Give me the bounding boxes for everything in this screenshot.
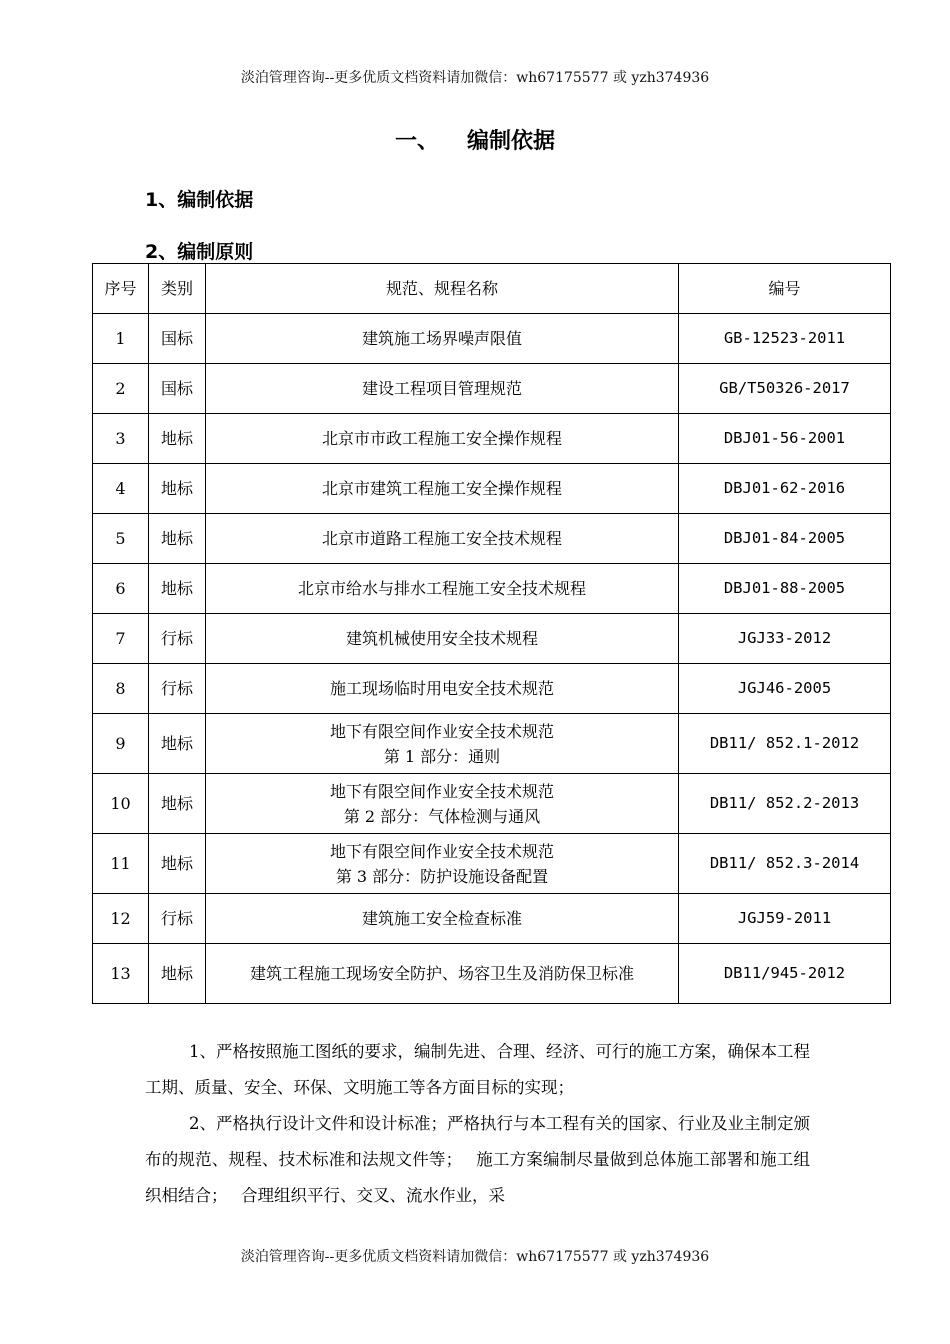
header-no: 序号 xyxy=(93,264,149,314)
cell-code: JGJ59-2011 xyxy=(679,894,891,944)
cell-name xyxy=(206,834,679,894)
cell-type: 地标 xyxy=(149,714,206,774)
cell-name xyxy=(206,314,679,364)
cell-code: JGJ33-2012 xyxy=(679,614,891,664)
cell-name xyxy=(206,894,679,944)
chapter-title xyxy=(0,124,950,155)
header-type: 类别 xyxy=(149,264,206,314)
cell-name xyxy=(206,414,679,464)
cell-code: DBJ01-84-2005 xyxy=(679,514,891,564)
cell-no: 8 xyxy=(93,664,149,714)
cell-no: 9 xyxy=(93,714,149,774)
cell-type: 地标 xyxy=(149,514,206,564)
paragraph: 2、严格执行设计文件和设计标准；严格执行与本工程有关的国家、行业及业主制定颁布的规范、规程、技术标准和法规文件等； 施工方案编制尽量做到总体施工部署和施工组织相结合； 合理组织平行、交叉、流水作业，采 xyxy=(145,1114,810,1205)
cell-name-line: 建筑工程施工现场安全防护、场容卫生及消防保卫标准 xyxy=(249,964,634,983)
cell-no: 1 xyxy=(93,314,149,364)
cell-code: DBJ01-56-2001 xyxy=(679,414,891,464)
cell-code: DB11/ 852.2-2013 xyxy=(679,774,891,834)
cell-code: GB-12523-2011 xyxy=(679,314,891,364)
cell-no: 7 xyxy=(93,614,149,664)
table-body xyxy=(93,314,891,1004)
cell-name xyxy=(206,564,679,614)
cell-name-line: 地下有限空间作业安全技术规范 xyxy=(329,781,554,801)
page-header: 淡泊管理咨询--更多优质文档资料请加微信：wh67175577 或 yzh374936 xyxy=(240,70,710,86)
cell-type: 地标 xyxy=(149,564,206,614)
table-row xyxy=(93,464,891,514)
chapter-title-text: 编制依据 xyxy=(467,129,556,154)
cell-name-line: 建筑施工安全检查标准 xyxy=(361,909,522,928)
cell-code: DB11/945-2012 xyxy=(679,944,891,1004)
cell-type: 地标 xyxy=(149,834,206,894)
header-name: 规范、规程名称 xyxy=(206,264,679,314)
cell-code: JGJ46-2005 xyxy=(679,664,891,714)
cell-name-line: 地下有限空间作业安全技术规范 xyxy=(329,721,554,741)
cell-name-line: 地下有限空间作业安全技术规范 xyxy=(329,841,554,861)
cell-name xyxy=(206,364,679,414)
cell-type: 地标 xyxy=(149,464,206,514)
table-row xyxy=(93,834,891,894)
cell-no: 6 xyxy=(93,564,149,614)
cell-name xyxy=(206,514,679,564)
table-row xyxy=(93,664,891,714)
cell-type: 地标 xyxy=(149,414,206,464)
cell-code: DB11/ 852.3-2014 xyxy=(679,834,891,894)
cell-code: DB11/ 852.1-2012 xyxy=(679,714,891,774)
body-text xyxy=(145,1034,810,1214)
cell-name-line: 北京市市政工程施工安全操作规程 xyxy=(321,429,562,448)
section-heading-basis: 1、编制依据 xyxy=(145,189,254,211)
table-row xyxy=(93,414,891,464)
cell-no: 3 xyxy=(93,414,149,464)
cell-name-line: 第 3 部分：防护设施设备配置 xyxy=(335,866,549,886)
table-row xyxy=(93,944,891,1004)
table-row xyxy=(93,714,891,774)
cell-type: 地标 xyxy=(149,944,206,1004)
cell-no: 11 xyxy=(93,834,149,894)
table-row xyxy=(93,614,891,664)
table-row xyxy=(93,894,891,944)
cell-name xyxy=(206,944,679,1004)
table-row xyxy=(93,514,891,564)
table-row xyxy=(93,364,891,414)
table-row xyxy=(93,564,891,614)
table-header-row xyxy=(93,264,891,314)
page-footer: 淡泊管理咨询--更多优质文档资料请加微信：wh67175577 或 yzh374936 xyxy=(240,1249,710,1265)
cell-code: DBJ01-62-2016 xyxy=(679,464,891,514)
header-code: 编号 xyxy=(679,264,891,314)
cell-name xyxy=(206,664,679,714)
cell-name xyxy=(206,774,679,834)
cell-code: GB/T50326-2017 xyxy=(679,364,891,414)
cell-name-line: 建筑施工场界噪声限值 xyxy=(361,329,522,348)
cell-type: 行标 xyxy=(149,894,206,944)
cell-name-line: 第 2 部分：气体检测与通风 xyxy=(343,806,541,826)
cell-name xyxy=(206,714,679,774)
cell-type: 行标 xyxy=(149,664,206,714)
cell-name-line: 北京市给水与排水工程施工安全技术规程 xyxy=(297,579,586,598)
standards-table xyxy=(92,263,891,1004)
cell-name xyxy=(206,464,679,514)
cell-name xyxy=(206,614,679,664)
cell-no: 12 xyxy=(93,894,149,944)
cell-code: DBJ01-88-2005 xyxy=(679,564,891,614)
chapter-number: 一、 xyxy=(394,129,439,154)
cell-no: 4 xyxy=(93,464,149,514)
cell-no: 2 xyxy=(93,364,149,414)
cell-type: 行标 xyxy=(149,614,206,664)
paragraph: 1、严格按照施工图纸的要求，编制先进、合理、经济、可行的施工方案，确保本工程工期、质量、安全、环保、文明施工等各方面目标的实现； xyxy=(145,1042,810,1097)
cell-name-line: 第 1 部分：通则 xyxy=(383,746,501,766)
cell-no: 10 xyxy=(93,774,149,834)
cell-no: 5 xyxy=(93,514,149,564)
cell-type: 国标 xyxy=(149,364,206,414)
section-heading-principles: 2、编制原则 xyxy=(145,241,254,263)
cell-name-line: 建设工程项目管理规范 xyxy=(361,379,522,398)
cell-name-line: 北京市建筑工程施工安全操作规程 xyxy=(321,479,562,498)
table-row xyxy=(93,774,891,834)
cell-name-line: 北京市道路工程施工安全技术规程 xyxy=(321,529,562,548)
table-row xyxy=(93,314,891,364)
cell-type: 地标 xyxy=(149,774,206,834)
cell-no: 13 xyxy=(93,944,149,1004)
cell-name-line: 施工现场临时用电安全技术规范 xyxy=(329,679,554,698)
cell-name-line: 建筑机械使用安全技术规程 xyxy=(345,629,538,648)
cell-type: 国标 xyxy=(149,314,206,364)
